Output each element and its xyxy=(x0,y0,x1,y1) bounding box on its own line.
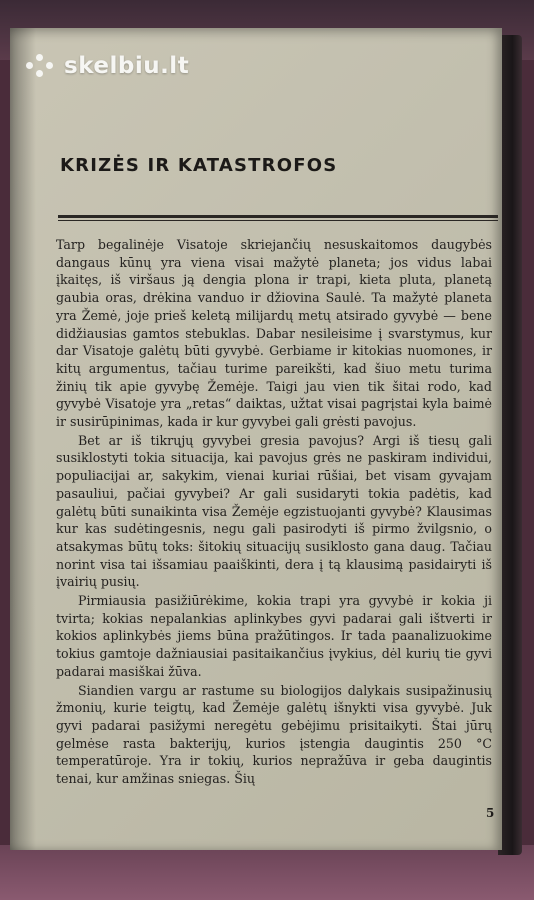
body-text xyxy=(56,236,492,788)
chapter-title: KRIZĖS IR KATASTROFOS xyxy=(60,155,338,176)
paragraph: Pirmiausia pasižiūrėkime, kokia trapi yra gyvybė ir kokia ji tvirta; kokias nepalankias aplinkybes gyvi padarai gali ištverti ir kokios aplinkybės jiems būna pražūtingos. Ir tada paanalizuokime tokius gamtoje dažniausiai pasitaikančius įvykius, dėl kurių tie gyvi padarai masiškai žūva. xyxy=(56,593,492,679)
title-rule-thin xyxy=(58,220,498,221)
page-number: 5 xyxy=(486,806,495,820)
watermark xyxy=(26,52,189,80)
paragraph: Bet ar iš tikrųjų gyvybei gresia pavojus? Argi iš tiesų gali susiklostyti tokia situacija, kai pavojus grės ne paskiram individui, populiacijai ar, sakykim, vienai kuriai rūšiai, bet visam gyvajam pasauliui, pačiai gyvybei? Ar gali susidaryti tokia padėtis, kad galėtų būti sunaikinta visa Žemėje egzistuojanti gyvybė? Klausimas kur kas sudėtingesnis, negu gali pasirodyti iš pirmo žvilgsnio, o atsakymas būtų toks: šitokių situacijų susiklosto gana daug. Tačiau norint visa tai išsamiau paaiškinti, dera į tą klausimą pasidairyti iš įvairių pusių. xyxy=(56,432,492,590)
paragraph: Tarp begalinėje Visatoje skriejančių nesuskaitomos daugybės dangaus kūnų yra viena visai mažytė planeta; jos vidus labai įkaitęs, iš viršaus ją dengia plona ir trapi, kieta pluta, planetą gaubia oras, drėkina vanduo ir džiovina Saulė. Ta mažytė planeta yra Žemė, joje prieš keletą milijardų metų atsirado gyvybė — bene didžiausias gamtos stebuklas. Dabar nesileisime į svarstymus, kur dar Visatoje galėtų būti gyvybė. Gerbiame ir kitokias nuomones, ir kitų argumentus, tačiau turime pareikšti, kad šiuo metu turima žinių tik apie gyvybę Žemėje. Taigi jau vien tik šitai rodo, kad gyvybė Visatoje yra „retas“ daiktas, užtat visai pagrįstai kyla baimė ir susirūpinimas, kada ir kur gyvybei gali grėsti pavojus. xyxy=(56,237,492,430)
background-bottom xyxy=(0,845,534,900)
skelbiu-logo-icon xyxy=(26,52,56,80)
paragraph: Siandien vargu ar rastume su biologijos dalykais susipažinusių žmonių, kurie teigtų, kad Žemėje galėtų išnykti visa gyvybė. Juk gyvi padarai pasižymi neregėtu gebėjimu prisitaikyti. Štai jūrų gelmėse rasta bakterijų, kurios įstengia daugintis 250 °C temperatūroje. Yra ir tokių, kurios nepražūva ir geba daugintis tenai, kur amžinas sniegas. Šių xyxy=(56,682,492,787)
title-rule-thick xyxy=(58,215,498,218)
page-gutter-shadow xyxy=(10,28,36,850)
watermark-text: skelbiu.lt xyxy=(64,53,190,79)
